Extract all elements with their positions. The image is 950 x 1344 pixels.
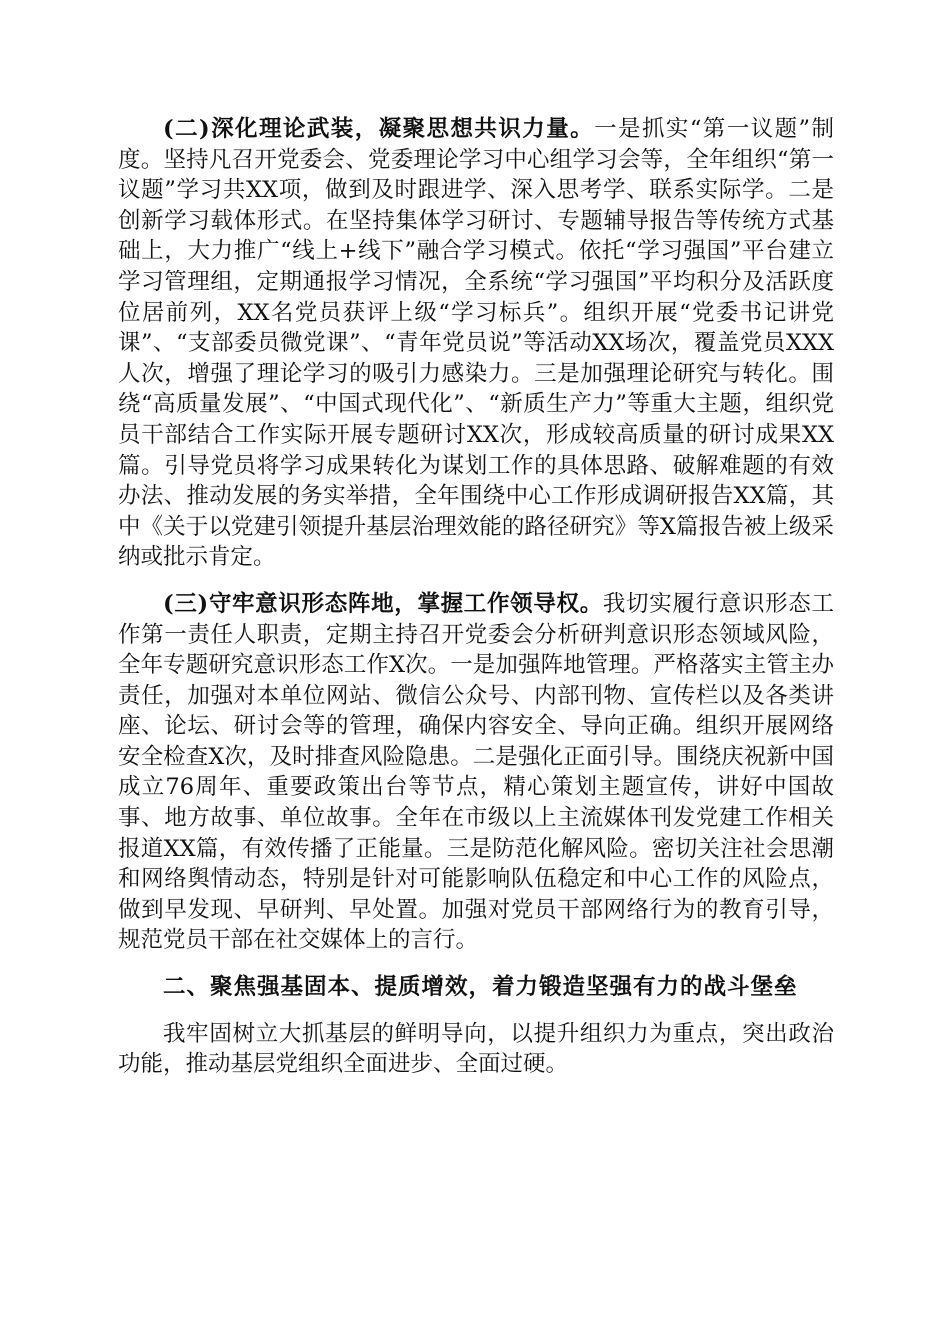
section-theory-title: (二)深化理论武装，凝聚思想共识力量。 [163,116,595,142]
document-page [118,114,834,1080]
section-ideology-paragraph [118,589,834,956]
section-theory-body: 一是抓实“第一议题”制度。坚持凡召开党委会、党委理论学习中心组学习会等，全年组织“第一议题”学习共XX项，做到及时跟进学、深入思考学、联系实际学。二是创新学习载体形式。在坚持集体学习研讨、专题辅导报告等传统方式基础上，大力推广“线上+线下”融合学习模式。依托“学习强国”平台建立学习管理组，定期通报学习情况，全系统“学习强国”平均积分及活跃度位居前列，XX名党员获评上级“学习标兵”。组织开展“党委书记讲党课”、“支部委员微党课”、“青年党员说”等活动XX场次，覆盖党员XXX人次，增强了理论学习的吸引力感染力。三是加强理论研究与转化。围绕“高质量发展”、“中国式现代化”、“新质生产力”等重大主题，组织党员干部结合工作实际开展专题研讨XX次，形成较高质量的研讨成果XX篇。引导党员将学习成果转化为谋划工作的具体思路、破解难题的有效办法、推动发展的务实举措，全年围绕中心工作形成调研报告XX篇，其中《关于以党建引领提升基层治理效能的路径研究》等X篇报告被上级采纳或批示肯定。 [118,116,834,571]
section-ideology-title: (三)守牢意识形态阵地，掌握工作领导权。 [163,590,603,617]
section-ideology-body: 我切实履行意识形态工作第一责任人职责，定期主持召开党委会分析研判意识形态领域风险，全年专题研究意识形态工作X次。一是加强阵地管理。严格落实主管主办责任，加强对本单位网站、微信公众号、内部刊物、宣传栏以及各类讲座、论坛、研讨会等的管理，确保内容安全、导向正确。组织开展网络安全检查X次，及时排查风险隐患。二是强化正面引导。围绕庆祝新中国成立76周年、重要政策出台等节点，精心策划主题宣传，讲好中国故事、地方故事、单位故事。全年在市级以上主流媒体刊发党建工作相关报道XX篇，有效传播了正能量。三是防范化解风险。密切关注社会思潮和网络舆情动态，特别是针对可能影响队伍稳定和中心工作的风险点，做到早发现、早研判、早处置。加强对党员干部网络行为的教育引导，规范党员干部在社交媒体上的言行。 [118,590,834,954]
chapter-heading: 二、聚焦强基固本、提质增效，着力锻造坚强有力的战斗堡垒 [163,974,798,1001]
closing-paragraph: 我牢固树立大抓基层的鲜明导向，以提升组织力为重点，突出政治功能，推动基层党组织全面进步、全面过硬。 [118,1020,834,1078]
section-theory-paragraph [118,114,834,573]
